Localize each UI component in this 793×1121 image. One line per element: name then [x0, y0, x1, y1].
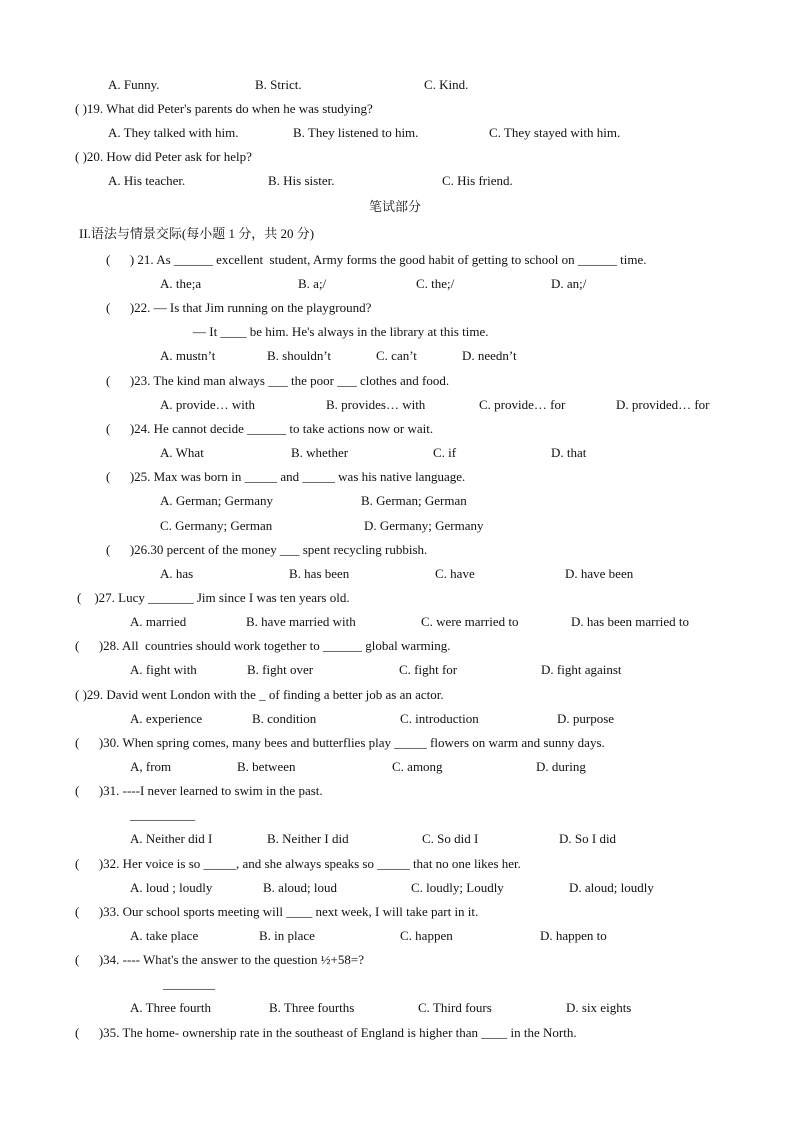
q21-option-a: A. the;a: [160, 276, 202, 291]
question-23: ( )23. The kind man always ___ the poor ___ clothes and food.: [106, 373, 450, 388]
q20-option-b: B. His sister.: [268, 173, 335, 188]
question-34: ( )34. ---- What's the answer to the question ½+58=?: [75, 952, 364, 967]
q28-option-d: D. fight against: [541, 662, 622, 677]
q22-option-d: D. needn’t: [462, 348, 517, 363]
q25-option-c: C. Germany; German: [160, 518, 273, 533]
question-19: ( )19. What did Peter's parents do when he was studying?: [75, 101, 373, 116]
q29-option-c: C. introduction: [400, 711, 479, 726]
written-part-title: 笔试部分: [369, 199, 422, 214]
q33-option-c: C. happen: [400, 928, 453, 943]
q34-answer-blank: ________: [163, 976, 215, 991]
q34-option-b: B. Three fourths: [269, 1000, 355, 1015]
question-24: ( )24. He cannot decide ______ to take actions now or wait.: [106, 421, 434, 436]
q21-option-c: C. the;/: [416, 276, 455, 291]
q27-option-c: C. were married to: [421, 614, 519, 629]
q27-option-a: A. married: [130, 614, 187, 629]
q19-option-a: A. They talked with him.: [108, 125, 239, 140]
q27-option-d: D. has been married to: [571, 614, 690, 629]
q31-option-b: B. Neither I did: [267, 831, 349, 846]
q28-option-c: C. fight for: [399, 662, 458, 677]
q34-option-a: A. Three fourth: [130, 1000, 211, 1015]
prev-option-b: B. Strict.: [255, 77, 302, 92]
q30-option-c: C. among: [392, 759, 443, 774]
q23-option-b: B. provides… with: [326, 397, 426, 412]
q30-option-d: D. during: [536, 759, 586, 774]
q31-option-d: D. So I did: [559, 831, 617, 846]
section-2-title: II.语法与情景交际(每小题 1 分，共 20 分): [79, 226, 315, 241]
q23-option-d: D. provided… for: [616, 397, 710, 412]
q19-option-c: C. They stayed with him.: [489, 125, 621, 140]
question-31: ( )31. ----I never learned to swim in the past.: [75, 783, 323, 798]
q32-option-a: A. loud ; loudly: [130, 880, 213, 895]
q28-option-b: B. fight over: [247, 662, 314, 677]
prev-option-c: C. Kind.: [424, 77, 469, 92]
q23-option-c: C. provide… for: [479, 397, 566, 412]
q29-option-d: D. purpose: [557, 711, 615, 726]
question-22: ( )22. — Is that Jim running on the playground?: [106, 300, 372, 315]
q33-option-a: A. take place: [130, 928, 199, 943]
question-29: ( )29. David went London with the _ of finding a better job as an actor.: [75, 687, 444, 702]
question-26: ( )26.30 percent of the money ___ spent recycling rubbish.: [106, 542, 428, 557]
question-20: ( )20. How did Peter ask for help?: [75, 149, 252, 164]
question-33: ( )33. Our school sports meeting will ____ next week, I will take part in it.: [75, 904, 479, 919]
q22-reply: — It ____ be him. He's always in the library at this time.: [193, 324, 489, 339]
q28-option-a: A. fight with: [130, 662, 197, 677]
q32-option-b: B. aloud; loud: [263, 880, 338, 895]
question-30: ( )30. When spring comes, many bees and butterflies play _____ flowers on warm and sunny days.: [75, 735, 605, 750]
q25-option-a: A. German; Germany: [160, 493, 273, 508]
q22-option-b: B. shouldn’t: [267, 348, 332, 363]
q29-option-b: B. condition: [252, 711, 317, 726]
q26-option-c: C. have: [435, 566, 475, 581]
q22-option-c: C. can’t: [376, 348, 417, 363]
q26-option-a: A. has: [160, 566, 194, 581]
q34-option-c: C. Third fours: [418, 1000, 492, 1015]
q31-option-a: A. Neither did I: [130, 831, 213, 846]
question-32: ( )32. Her voice is so _____, and she always speaks so _____ that no one likes her.: [75, 856, 521, 871]
q29-option-a: A. experience: [130, 711, 203, 726]
q21-option-b: B. a;/: [298, 276, 327, 291]
q26-option-d: D. have been: [565, 566, 634, 581]
q31-option-c: C. So did I: [422, 831, 479, 846]
q24-option-c: C. if: [433, 445, 457, 460]
q32-option-d: D. aloud; loudly: [569, 880, 654, 895]
q24-option-b: B. whether: [291, 445, 349, 460]
q20-option-c: C. His friend.: [442, 173, 513, 188]
q19-option-b: B. They listened to him.: [293, 125, 419, 140]
question-21: ( ) 21. As ______ excellent student, Army forms the good habit of getting to school on ______ time.: [106, 252, 647, 267]
question-27: ( )27. Lucy _______ Jim since I was ten years old.: [77, 590, 350, 605]
q23-option-a: A. provide… with: [160, 397, 255, 412]
question-25: ( )25. Max was born in _____ and _____ was his native language.: [106, 469, 466, 484]
q24-option-a: A. What: [160, 445, 204, 460]
q24-option-d: D. that: [551, 445, 587, 460]
q33-option-d: D. happen to: [540, 928, 607, 943]
q32-option-c: C. loudly; Loudly: [411, 880, 504, 895]
q25-option-b: B. German; German: [361, 493, 467, 508]
question-35: ( )35. The home- ownership rate in the southeast of England is higher than ____ in the North.: [75, 1025, 577, 1040]
q25-option-d: D. Germany; Germany: [364, 518, 484, 533]
q30-option-a: A, from: [130, 759, 172, 774]
q31-answer-blank: __________: [130, 807, 195, 822]
q27-option-b: B. have married with: [246, 614, 356, 629]
prev-option-a: A. Funny.: [108, 77, 160, 92]
q22-option-a: A. mustn’t: [160, 348, 216, 363]
q26-option-b: B. has been: [289, 566, 350, 581]
q33-option-b: B. in place: [259, 928, 315, 943]
q21-option-d: D. an;/: [551, 276, 587, 291]
q20-option-a: A. His teacher.: [108, 173, 186, 188]
q34-option-d: D. six eights: [566, 1000, 632, 1015]
q30-option-b: B. between: [237, 759, 296, 774]
question-28: ( )28. All countries should work together to ______ global warming.: [75, 638, 451, 653]
